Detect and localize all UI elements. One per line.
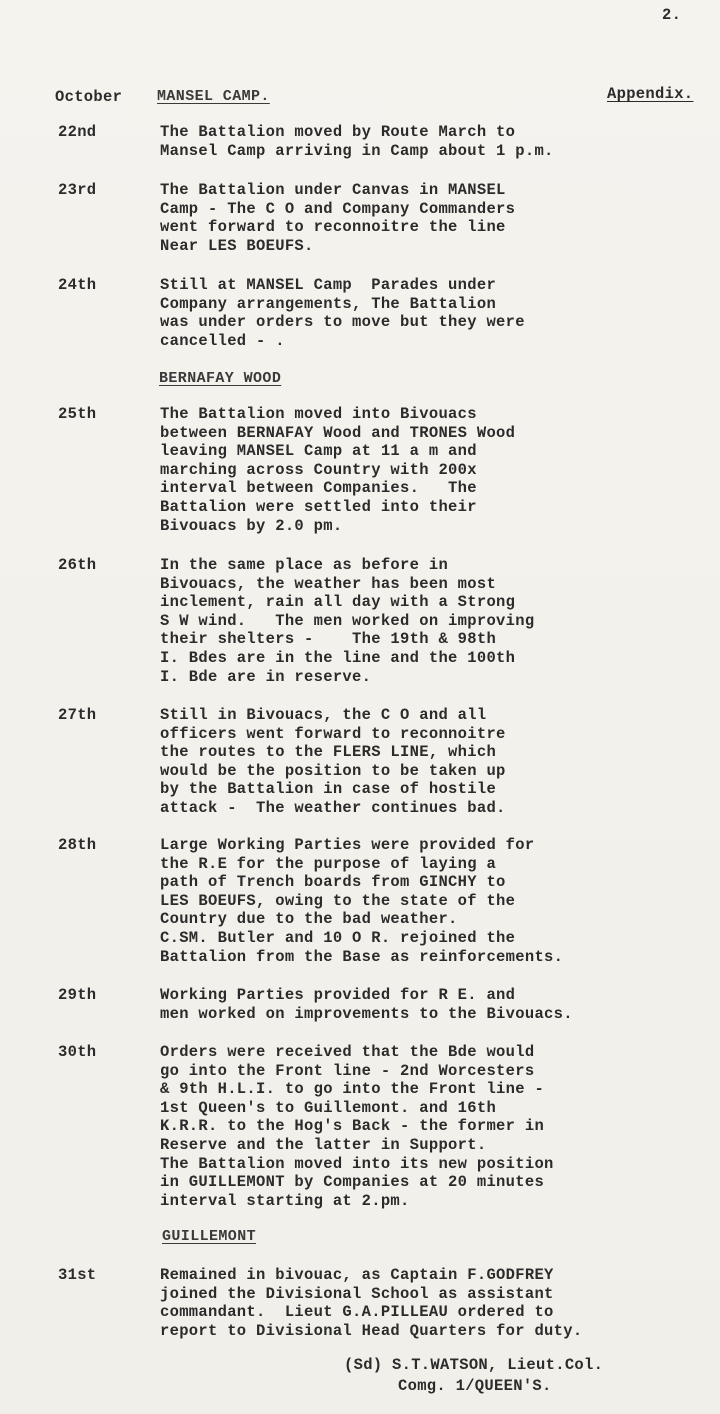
- entry-line: went forward to reconnoitre the line: [160, 218, 506, 237]
- entry-line: in GUILLEMONT by Companies at 20 minutes: [160, 1173, 545, 1192]
- entry-line: The Battalion moved into Bivouacs: [160, 405, 477, 423]
- entry-text: [160, 123, 700, 160]
- entry-line: The Battalion moved by Route March to: [160, 123, 516, 141]
- entry-line: Mansel Camp arriving in Camp about 1 p.m.: [160, 141, 554, 160]
- entry-line: Still in Bivouacs, the C O and all: [160, 706, 487, 724]
- entry-line: inclement, rain all day with a Strong: [160, 593, 516, 612]
- entry-text: [160, 276, 700, 350]
- entry-line: path of Trench boards from GINCHY to: [160, 873, 506, 892]
- entry-date: 27th: [58, 706, 97, 724]
- entry-line: K.R.R. to the Hog's Back - the former in: [160, 1117, 545, 1136]
- entry-line: between BERNAFAY Wood and TRONES Wood: [160, 423, 516, 442]
- entry-text: [160, 556, 700, 686]
- entry-date: 23rd: [58, 181, 97, 199]
- header-location: MANSEL CAMP.: [157, 88, 270, 105]
- entry-line: I. Bde are in reserve.: [160, 667, 372, 686]
- entry-line: The Battalion under Canvas in MANSEL: [160, 181, 506, 199]
- entry-line: men worked on improvements to the Bivouacs.: [160, 1004, 573, 1023]
- entry-text: [160, 706, 700, 818]
- entry-line: 1st Queen's to Guillemont. and 16th: [160, 1098, 497, 1117]
- entry-line: Country due to the bad weather.: [160, 910, 458, 929]
- entry-text: [160, 1266, 700, 1340]
- entry-line: interval between Companies. The: [160, 479, 477, 498]
- entry-line: would be the position to be taken up: [160, 761, 506, 780]
- entry-line: was under orders to move but they were: [160, 313, 525, 332]
- entry-line: Company arrangements, The Battalion: [160, 294, 497, 313]
- entry-line: interval starting at 2.pm.: [160, 1191, 410, 1210]
- header-appendix: Appendix.: [607, 85, 694, 103]
- entry-line: Bivouacs, the weather has been most: [160, 574, 497, 593]
- section-heading-guillemont: GUILLEMONT: [162, 1228, 257, 1245]
- entry-line: leaving MANSEL Camp at 11 a m and: [160, 442, 477, 461]
- entry-date: 25th: [58, 405, 97, 423]
- entry-date: 30th: [58, 1043, 97, 1061]
- entry-line: Orders were received that the Bde would: [160, 1043, 535, 1061]
- entry-date: 22nd: [58, 123, 97, 141]
- entry-line: The Battalion moved into its new position: [160, 1154, 554, 1173]
- entry-date: 29th: [58, 986, 97, 1004]
- entry-line: attack - The weather continues bad.: [160, 798, 506, 817]
- entry-line: Battalion from the Base as reinforcements.: [160, 947, 564, 966]
- entry-line: their shelters - The 19th & 98th: [160, 630, 497, 649]
- entry-line: Working Parties provided for R E. and: [160, 986, 516, 1004]
- entry-line: Battalion were settled into their: [160, 497, 477, 516]
- entry-line: Large Working Parties were provided for: [160, 836, 535, 854]
- entry-line: the routes to the FLERS LINE, which: [160, 743, 497, 762]
- entry-date: 28th: [58, 836, 97, 854]
- entry-line: I. Bdes are in the line and the 100th: [160, 648, 516, 667]
- entry-text: [160, 405, 700, 535]
- entry-text: [160, 836, 700, 966]
- entry-date: 26th: [58, 556, 97, 574]
- entry-line: commandant. Lieut G.A.PILLEAU ordered to: [160, 1303, 554, 1322]
- entry-date: 31st: [58, 1266, 97, 1284]
- entry-line: Camp - The C O and Company Commanders: [160, 199, 516, 218]
- entry-line: & 9th H.L.I. to go into the Front line -: [160, 1080, 545, 1099]
- entry-line: joined the Divisional School as assistant: [160, 1284, 554, 1303]
- entry-line: cancelled - .: [160, 331, 285, 350]
- signature-line-2: Comg. 1/QUEEN'S.: [398, 1377, 552, 1395]
- header-month: October: [55, 88, 123, 106]
- entry-line: by the Battalion in case of hostile: [160, 780, 497, 799]
- entry-line: the R.E for the purpose of laying a: [160, 854, 497, 873]
- entry-line: officers went forward to reconnoitre: [160, 724, 506, 743]
- entry-line: In the same place as before in: [160, 556, 449, 574]
- page-number: 2.: [662, 6, 682, 24]
- entry-line: Still at MANSEL Camp Parades under: [160, 276, 497, 294]
- entry-date: 24th: [58, 276, 97, 294]
- entry-line: report to Divisional Head Quarters for duty.: [160, 1321, 583, 1340]
- entry-text: [160, 1043, 700, 1210]
- entry-line: Near LES BOEUFS.: [160, 236, 314, 255]
- entry-line: C.SM. Butler and 10 O R. rejoined the: [160, 928, 516, 947]
- entry-line: S W wind. The men worked on improving: [160, 611, 535, 630]
- entry-line: LES BOEUFS, owing to the state of the: [160, 891, 516, 910]
- entry-text: [160, 181, 700, 255]
- entry-line: marching across Country with 200x: [160, 460, 477, 479]
- entry-line: Remained in bivouac, as Captain F.GODFREY: [160, 1266, 554, 1284]
- signature-line-1: (Sd) S.T.WATSON, Lieut.Col.: [344, 1356, 604, 1374]
- entry-line: go into the Front line - 2nd Worcesters: [160, 1061, 535, 1080]
- entry-line: Bivouacs by 2.0 pm.: [160, 516, 343, 535]
- entry-line: Reserve and the latter in Support.: [160, 1135, 487, 1154]
- section-heading-bernafay: BERNAFAY WOOD: [159, 370, 282, 387]
- entry-text: [160, 986, 700, 1023]
